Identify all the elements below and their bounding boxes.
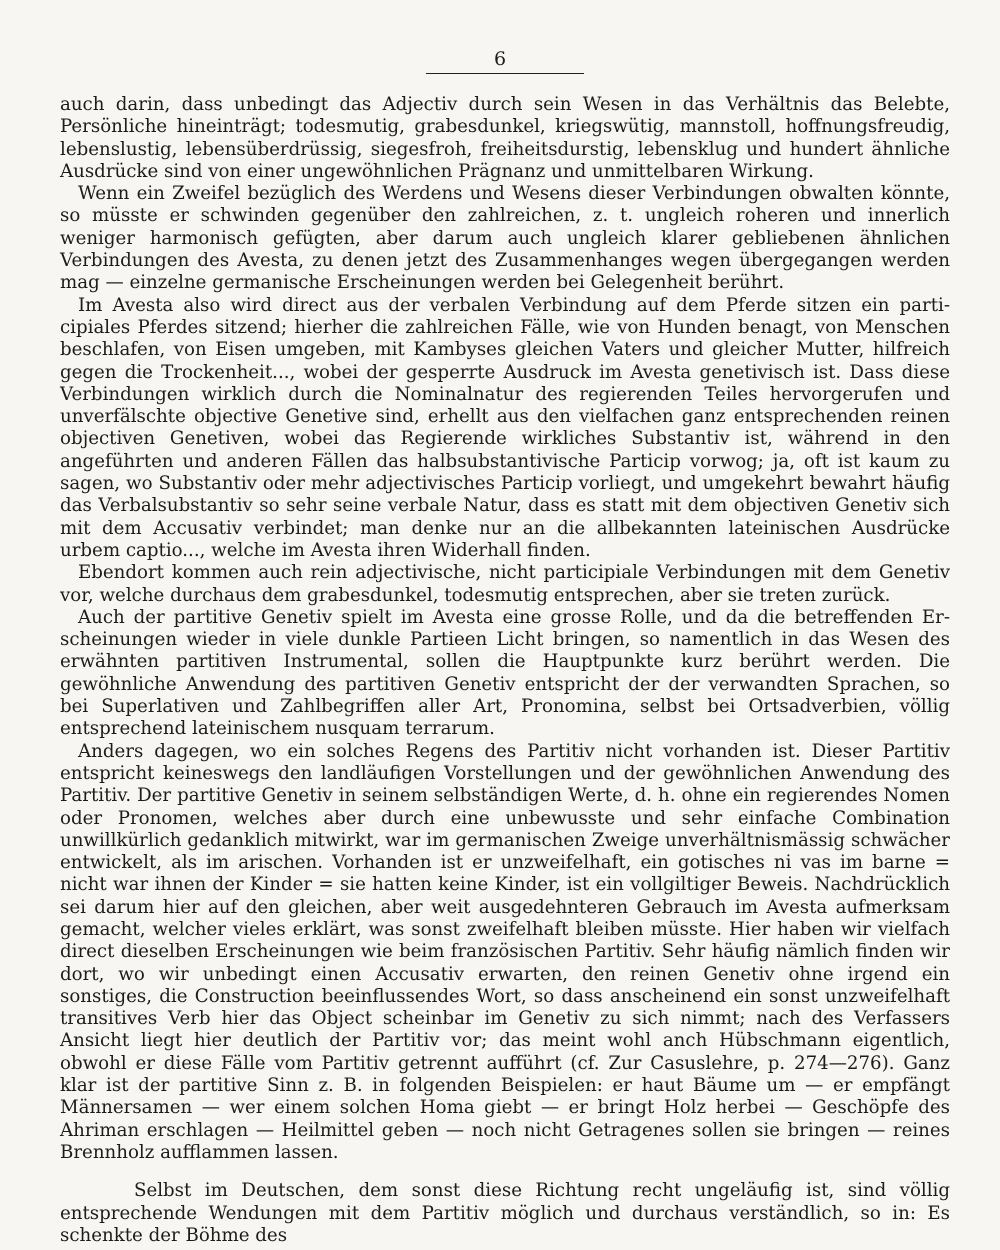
header-rule xyxy=(426,73,584,74)
paragraph: Im Avesta also wird direct aus der verbalen Verbindung auf dem Pferde sitzen ein participiales Pferdes sitzend; hierher die zahlreichen Fälle, wie von Hunden benagt, von Menschen beschlafen, von Eisen umgeben, mit Kambyses gleichen Vaters und gleicher Mutter, hilfreich gegen die Trockenheit..., wobei der gesperrte Ausdruck im Avesta genetivisch ist. Dass diese Verbindungen wirklich durch die Nominalnatur des regierenden Teiles hervorgerufen und unverfälschte objective Genetive sind, erhellt aus den vielfachen ganz entsprechenden reinen objectiven Genetiven, wobei das Regierende wirkliches Substantiv ist, während in den angeführten und anderen Fällen das halbsubstantivische Particip vorwog; ja, oft ist kaum zu sagen, wo Substantiv oder mehr adjectivisches Particip vorliegt, und umgekehrt bewahrt häufig das Verbalsubstantiv so sehr seine verbale Natur, dass es statt mit dem objectiven Genetiv sich mit dem Accusativ verbindet; man denke nur an die allbekannten lateinischen Ausdrücke urbem captio..., welche im Avesta ihren Widerhall finden. xyxy=(60,294,950,561)
paragraph: auch darin, dass unbedingt das Adjectiv durch sein Wesen in das Verhältnis das Belebte, Persönliche hineinträgt; todesmutig, grabesdunkel, kriegswütig, mannstoll, hoffnungsfreudig, lebenslustig, lebensüberdrüssig, siegesfroh, freiheitsdurstig, lebensklug und hundert ähnliche Ausdrücke sind von einer ungewöhnlichen Prägnanz und unmittelbaren Wirkung. xyxy=(60,94,950,182)
page-number: 6 xyxy=(493,48,507,70)
paragraph: Wenn ein Zweifel bezüglich des Werdens und Wesens dieser Verbindungen obwalten könnte, so müsste er schwinden gegenüber den zahlreichen, z. t. ungleich roheren und innerlich weniger harmonisch gefügten, aber darum auch ungleich klarer gebliebenen ähnlichen Verbindungen des Avesta, zu denen jetzt des Zusammenhanges wegen übergegangen werden mag — einzelne germanische Erscheinungen werden bei Gelegenheit berührt. xyxy=(60,183,950,294)
paragraph: Auch der partitive Genetiv spielt im Avesta eine grosse Rolle, und da die betreffenden Erscheinungen wieder in viele dunkle Partieen Licht bringen, so namentlich in das Wesen des erwähnten partitiven Instrumental, sollen die Hauptpunkte kurz berührt werden. Die gewöhnliche Anwendung des partitiven Genetiv entspricht der der verwandten Sprachen, so bei Superlativen und Zahlbegriffen aller Art, Pronomina, selbst bei Ortsadverbien, völlig entsprechend lateinischem nusquam terrarum. xyxy=(60,606,950,740)
paragraph: Selbst im Deutschen, dem sonst diese Richtung recht ungeläufig ist, sind völlig entsprechende Wendungen mit dem Partitiv möglich und durchaus verständlich, so in: Es schenkte der Böhme des xyxy=(60,1180,950,1246)
body-text xyxy=(60,94,950,1247)
paragraph: Ebendort kommen auch rein adjectivische, nicht participiale Verbindungen mit dem Genetiv vor, welche durchaus dem grabesdunkel, todesmutig entsprechen, aber sie treten zurück. xyxy=(60,562,950,606)
paragraph: Anders dagegen, wo ein solches Regens des Partitiv nicht vorhanden ist. Dieser Partitiv entspricht keineswegs den landläufigen Vorstellungen und der gewöhnlichen Anwendung des Partitiv. Der partitive Genetiv in seinem selbständigen Werte, d. h. ohne ein regierendes Nomen oder Pronomen, welches aber durch eine unbewusste und sehr einfache Combination unwillkürlich gedanklich mitwirkt, war im germanischen Zweige unverhältnismässig schwächer entwickelt, als im arischen. Vorhanden ist er unzweifelhaft, ein gotisches ni vas im barne = nicht war ihnen der Kinder = sie hatten keine Kinder, ist ein vollgiltiger Beweis. Nachdrücklich sei darum hier auf den gleichen, aber weit ausgedehnteren Gebrauch im Avesta aufmerksam gemacht, welcher vieles erklärt, was sonst zweifelhaft bleiben müsste. Hier haben wir vielfach direct dieselben Erscheinungen wie beim französischen Partitiv. Sehr häufig nämlich finden wir dort, wo wir unbedingt einen Accusativ erwarten, den reinen Genetiv ohne irgend ein sonstiges, die Construction beeinflussendes Wort, so dass anscheinend ein sonst unzweifelhaft transitives Verb hier das Object scheinbar im Genetiv zu sich nimmt; nach des Verfassers Ansicht liegt hier deutlich der Partitiv vor; das meint wohl anch Hübschmann eigentlich, obwohl er diese Fälle vom Partitiv getrennt aufführt (cf. Zur Casuslehre, p. 274—276). Ganz klar ist der partitive Sinn z. B. in folgenden Beispielen: er haut Bäume um — er empfängt Männersamen — wer einem solchen Homa giebt — er bringt Holz herbei — Geschöpfe des Ahriman erschlagen — Heilmittel geben — noch nicht Getragenes sollen sie bringen — reines Brennholz aufflammen lassen. xyxy=(60,740,950,1163)
